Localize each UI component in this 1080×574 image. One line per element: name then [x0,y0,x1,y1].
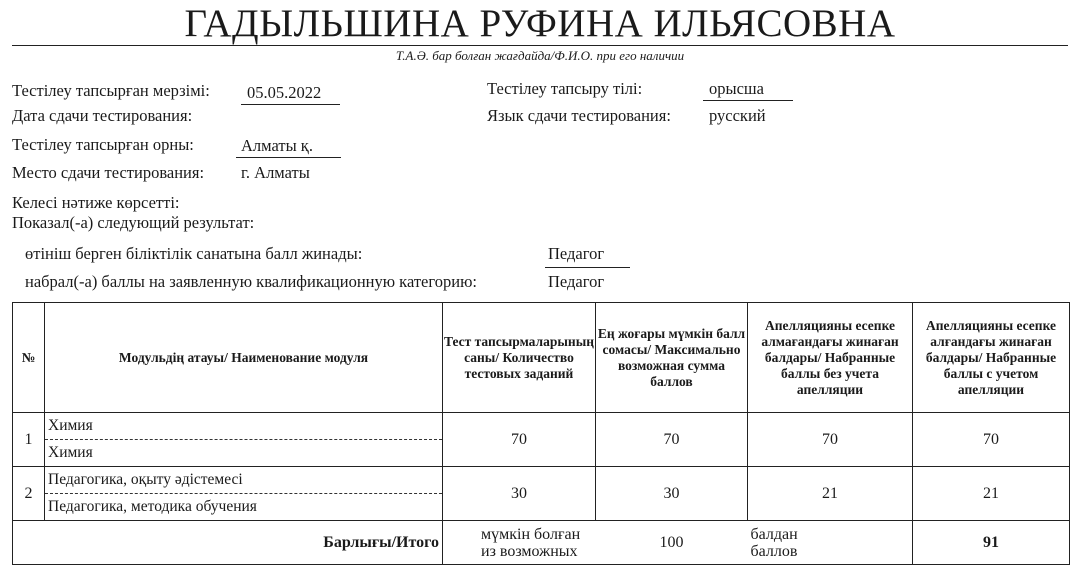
score-without-appeal: 70 [748,413,913,467]
category-label-kz: өтініш берген біліктілік санатына балл жинады: [25,244,363,263]
test-date-value: 05.05.2022 [247,83,322,102]
test-place-value-kz: Алматы қ. [241,136,313,155]
score-without-appeal: 21 [748,467,913,521]
score-with-appeal: 21 [913,467,1070,521]
test-place-label-ru: Место сдачи тестирования: [12,163,205,182]
name-caption: Т.А.Ә. бар болған жағдайда/Ф.И.О. при его наличии [395,48,685,63]
test-place-value-ru: г. Алматы [241,163,310,182]
total-possible-cell [443,521,596,565]
table-row [13,413,1070,467]
test-place-underline [236,157,341,158]
table-row [13,467,1070,521]
total-points-kz: балдан [750,525,798,543]
test-lang-underline [703,100,793,101]
header-no: № [13,303,45,413]
max-score: 30 [596,467,748,521]
header-tasks: Тест тапсырмаларының саны/ Количество тестовых заданий [443,303,596,413]
test-date-label-ru: Дата сдачи тестирования: [12,106,193,125]
category-label-ru: набрал(-а) баллы на заявленную квалификационную категорию: [25,272,477,291]
student-full-name: ГАДЫЛЬШИНА РУФИНА ИЛЬЯСОВНА [184,2,896,45]
total-score: 91 [913,521,1070,565]
test-lang-value-ru: русский [709,106,766,125]
module-cell [45,413,443,467]
total-points-ru: баллов [750,542,798,560]
test-date-label-kz: Тестілеу тапсырған мерзімі: [12,81,210,100]
name-underline [12,45,1068,46]
total-label: Барлығы/Итого [13,521,443,565]
module-cell [45,467,443,521]
results-table [12,302,1070,565]
total-points-cell [748,521,913,565]
total-row [13,521,1070,565]
header-score-without-appeal: Апелляцияны есепке алмағандағы жинаған балдары/ Набранные баллы без учета апелляции [748,303,913,413]
test-lang-label-ru: Язык сдачи тестирования: [487,106,671,125]
total-possible-kz: мүмкін болған [481,525,581,543]
module-name-kz: Химия [45,413,442,440]
tasks-count: 70 [443,413,596,467]
test-lang-value-kz: орысша [709,79,764,98]
total-possible-ru: из возможных [481,542,578,560]
header-module: Модульдің атауы/ Наименование модуля [45,303,443,413]
row-number: 1 [13,413,45,467]
max-score: 70 [596,413,748,467]
score-with-appeal: 70 [913,413,1070,467]
test-lang-label-kz: Тестілеу тапсыру тілі: [487,79,643,98]
module-name-ru: Педагогика, методика обучения [48,498,257,515]
module-name-ru: Химия [48,444,93,461]
category-underline [545,267,630,268]
result-showed-ru: Показал(-а) следующий результат: [12,213,255,232]
test-place-label-kz: Тестілеу тапсырған орны: [12,135,194,154]
result-showed-kz: Келесі нәтиже көрсетті: [12,193,180,212]
tasks-count: 30 [443,467,596,521]
test-date-underline [241,104,340,105]
row-number: 2 [13,467,45,521]
header-score-with-appeal: Апелляцияны есепке алғандағы жинаған балдары/ Набранные баллы с учетом апелляции [913,303,1070,413]
category-value-kz: Педагог [548,244,605,263]
category-value-ru: Педагог [548,272,605,291]
header-max-score: Ең жоғары мүмкін балл сомасы/ Максимально возможная сумма баллов [596,303,748,413]
total-max-score: 100 [596,521,748,565]
table-header-row [13,303,1070,413]
module-name-kz: Педагогика, оқыту әдістемесі [45,467,442,494]
